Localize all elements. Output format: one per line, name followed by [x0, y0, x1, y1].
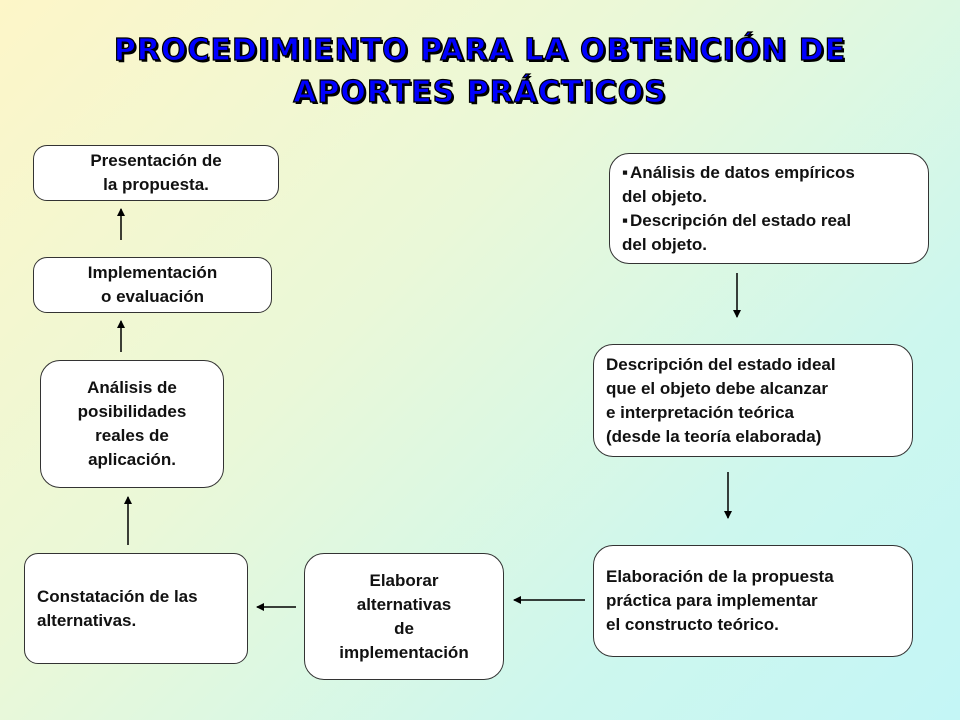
- box-implementacion: [33, 257, 272, 313]
- box-text: Presentación de: [90, 151, 222, 170]
- box-constatacion: [24, 553, 248, 664]
- box-text: del objeto.: [622, 186, 707, 206]
- box-text: el constructo teórico.: [606, 615, 779, 634]
- box-text: alternativas: [356, 594, 452, 614]
- box-text: de: [394, 618, 414, 638]
- box-text: reales de: [95, 426, 169, 445]
- box-text: posibilidades: [77, 402, 187, 421]
- box-text: ▪ Descripción del estado real: [622, 209, 851, 233]
- box-text: ▪ Análisis de datos empíricos: [622, 161, 855, 185]
- box-text: alternativas.: [37, 610, 137, 630]
- box-text: Descripción del estado ideal: [606, 354, 836, 374]
- box-elaborar: [304, 553, 504, 680]
- box-analisis-datos: [609, 153, 929, 264]
- box-elaboracion-propuesta: [593, 545, 913, 657]
- box-text: (desde la teoría elaborada): [606, 426, 822, 446]
- box-text: e interpretación teórica: [606, 402, 795, 422]
- box-text: o evaluación: [101, 287, 204, 306]
- box-text: Implementación: [87, 263, 218, 282]
- box-presentacion: [33, 145, 279, 201]
- box-text: la propuesta.: [103, 175, 209, 194]
- box-text: del objeto.: [622, 234, 707, 254]
- box-text: Elaborar: [369, 570, 439, 590]
- box-text: práctica para implementar: [606, 591, 818, 610]
- title-line-2: APORTES PRÁCTICOS: [293, 75, 667, 110]
- box-text: aplicación.: [88, 450, 176, 469]
- title-line-1: PROCEDIMIENTO PARA LA OBTENCIÓN DE: [113, 33, 847, 68]
- box-text: que el objeto debe alcanzar: [606, 378, 829, 398]
- box-text: implementación: [339, 642, 469, 662]
- box-text: Constatación de las: [37, 586, 198, 606]
- box-text: Elaboración de la propuesta: [606, 567, 834, 586]
- box-analisis-posibilidades: [40, 360, 224, 488]
- box-descripcion-ideal: [593, 344, 913, 457]
- box-text: Análisis de: [87, 378, 177, 397]
